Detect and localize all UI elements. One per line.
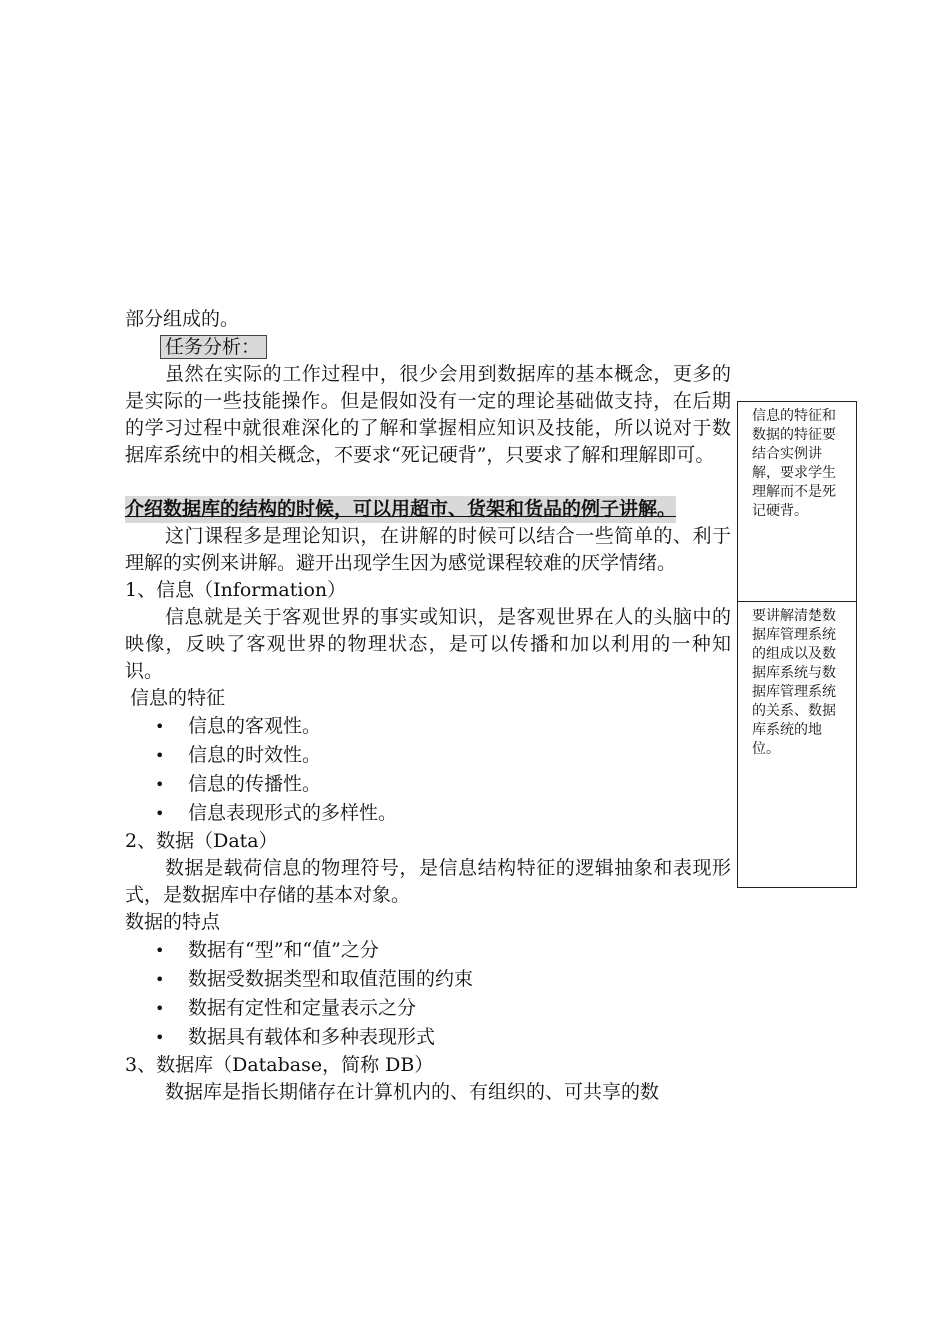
- list-item: [125, 799, 731, 828]
- section-3-title: 3、数据库（Database，简称 DB）: [125, 1054, 434, 1076]
- list-item-text: 数据有定性和定量表示之分: [188, 997, 417, 1019]
- bullet-icon: •: [155, 970, 165, 989]
- section-1-subheading: 信息的特征: [130, 687, 226, 709]
- task-analysis-label: 任务分析：: [160, 335, 267, 359]
- list-item-text: 信息表现形式的多样性。: [188, 802, 398, 824]
- bullet-icon: •: [155, 775, 165, 794]
- list-item: [125, 741, 731, 770]
- list-item-text: 数据有“型”和“值”之分: [188, 939, 379, 961]
- list-item-text: 数据受数据类型和取值范围的约束: [188, 968, 474, 990]
- blank-line: [125, 469, 731, 496]
- paragraph-2: 这门课程多是理论知识，在讲解的时候可以结合一些简单的、利于理解的实例来讲解。避开出现学生因为感觉课程较难的厌学情绪。: [125, 525, 731, 574]
- list-item-text: 信息的客观性。: [188, 715, 322, 737]
- bullet-icon: •: [155, 746, 165, 765]
- section-3-paragraph: 数据库是指长期储存在计算机内的、有组织的、可共享的数: [165, 1081, 660, 1103]
- list-item: [125, 994, 731, 1023]
- margin-note-box-2: [737, 601, 857, 888]
- margin-note-1: 信息的特征和数据的特征要结合实例讲解，要求学生理解而不是死记硬背。: [752, 408, 836, 519]
- document-body: [125, 306, 731, 1106]
- data-features-list: [125, 936, 731, 1052]
- highlighted-note: 介绍数据库的结构的时候，可以用超市、货架和货品的例子讲解。: [125, 496, 676, 523]
- info-features-list: [125, 712, 731, 828]
- section-2-subheading: 数据的特点: [125, 911, 221, 933]
- list-item: [125, 712, 731, 741]
- list-item-text: 数据具有载体和多种表现形式: [188, 1026, 436, 1048]
- bullet-icon: •: [155, 941, 165, 960]
- margin-note-2: 要讲解清楚数据库管理系统的组成以及数据库系统与数据库管理系统的关系、数据库系统的地位。: [752, 608, 836, 757]
- bullet-icon: •: [155, 804, 165, 823]
- list-item: [125, 965, 731, 994]
- paragraph-1: 虽然在实际的工作过程中，很少会用到数据库的基本概念，更多的是实际的一些技能操作。但是假如没有一定的理论基础做支持，在后期的学习过程中就很难深化的了解和掌握相应知识及技能，所以说对于数据库系统中的相关概念，不要求“死记硬背”，只要求了解和理解即可。: [125, 363, 731, 466]
- section-2-paragraph: 数据是载荷信息的物理符号，是信息结构特征的逻辑抽象和表现形式，是数据库中存储的基本对象。: [125, 857, 731, 906]
- bullet-icon: •: [155, 717, 165, 736]
- list-item-text: 信息的传播性。: [188, 773, 322, 795]
- list-item: [125, 770, 731, 799]
- bullet-icon: •: [155, 999, 165, 1018]
- task-analysis-row: [125, 333, 731, 361]
- list-item: [125, 1023, 731, 1052]
- intro-line: 部分组成的。: [125, 308, 240, 330]
- list-item-text: 信息的时效性。: [188, 744, 322, 766]
- bullet-icon: •: [155, 1028, 165, 1047]
- highlight-row: [125, 496, 731, 523]
- margin-note-box-1: [737, 401, 857, 602]
- section-1-title: 1、信息（Information）: [125, 579, 347, 601]
- list-item: [125, 936, 731, 965]
- section-1-paragraph: 信息就是关于客观世界的事实或知识，是客观世界在人的头脑中的映像，反映了客观世界的物理状态，是可以传播和加以利用的一种知识。: [125, 606, 731, 682]
- section-2-title: 2、数据（Data）: [125, 830, 278, 852]
